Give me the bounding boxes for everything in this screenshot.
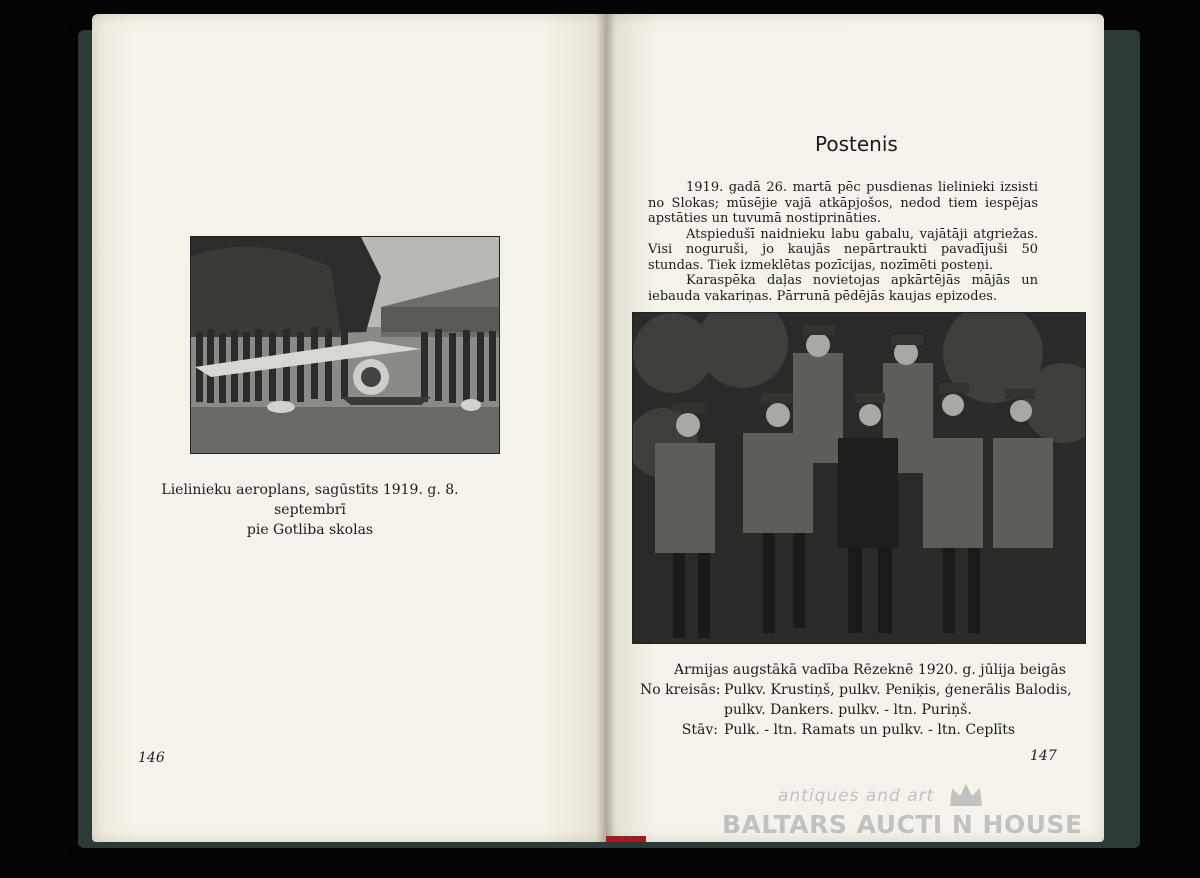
paragraph: 1919. gadā 26. martā pēc pusdienas lielinieki izsisti no Slokas; mūsējie vajā atkāpjošos, nedod tiem iespējas apstāties un tuvumā nostiprināties. [648, 180, 1038, 226]
right-caption-title: Armijas augstākā vadība Rēzeknē 1920. g. jūlija beigās [674, 662, 1066, 678]
left-page-number: 146 [138, 750, 165, 766]
airplane-photo [190, 236, 500, 454]
left-photo-caption [150, 480, 470, 540]
crown-icon [946, 780, 986, 810]
right-page-number: 147 [1030, 748, 1057, 764]
spine-shadow [596, 14, 616, 842]
left-caption-line1: Lielinieku aeroplans, sagūstīts 1919. g. 8. septembrī [161, 482, 459, 518]
caption-row-label: No kreisās: [640, 682, 721, 698]
right-photo-caption [640, 660, 1080, 740]
watermark-tagline: antiques and art [778, 786, 935, 806]
caption-row [640, 700, 1080, 720]
caption-row-text: Pulkv. Krustiņš, pulkv. Peniķis, ģenerālis Balodis, [724, 682, 1072, 698]
caption-row [640, 720, 1080, 740]
officers-photo [632, 312, 1086, 644]
left-caption-line2: pie Gotliba skolas [246, 522, 374, 538]
caption-row [640, 680, 1080, 700]
watermark-brand: BALTARS AUCTI N HOUSE [722, 810, 1083, 839]
caption-row-label: Stāv: [681, 722, 718, 738]
caption-row-label [640, 700, 724, 720]
paragraph: Karaspēka daļas novietojas apkārtējās mājās un iebauda vakariņas. Pārrunā pēdējās kaujas epizodes. [648, 273, 1038, 304]
body-text [648, 180, 1038, 304]
red-edge [606, 836, 646, 842]
paragraph: Atspiedušī naidnieku labu gabalu, vajātāji atgriežas. Visi noguruši, jo kaujās nepārtraukti pavadījuši 50 stundas. Tiek izmeklētas pozīcijas, nozīmēti posteņi. [648, 226, 1038, 273]
caption-row-text: pulkv. Dankers. pulkv. - ltn. Puriņš. [724, 702, 972, 718]
caption-row-text: Pulk. - ltn. Ramats un pulkv. - ltn. Ceplīts [724, 722, 1016, 738]
page-heading: Postenis [815, 132, 898, 156]
